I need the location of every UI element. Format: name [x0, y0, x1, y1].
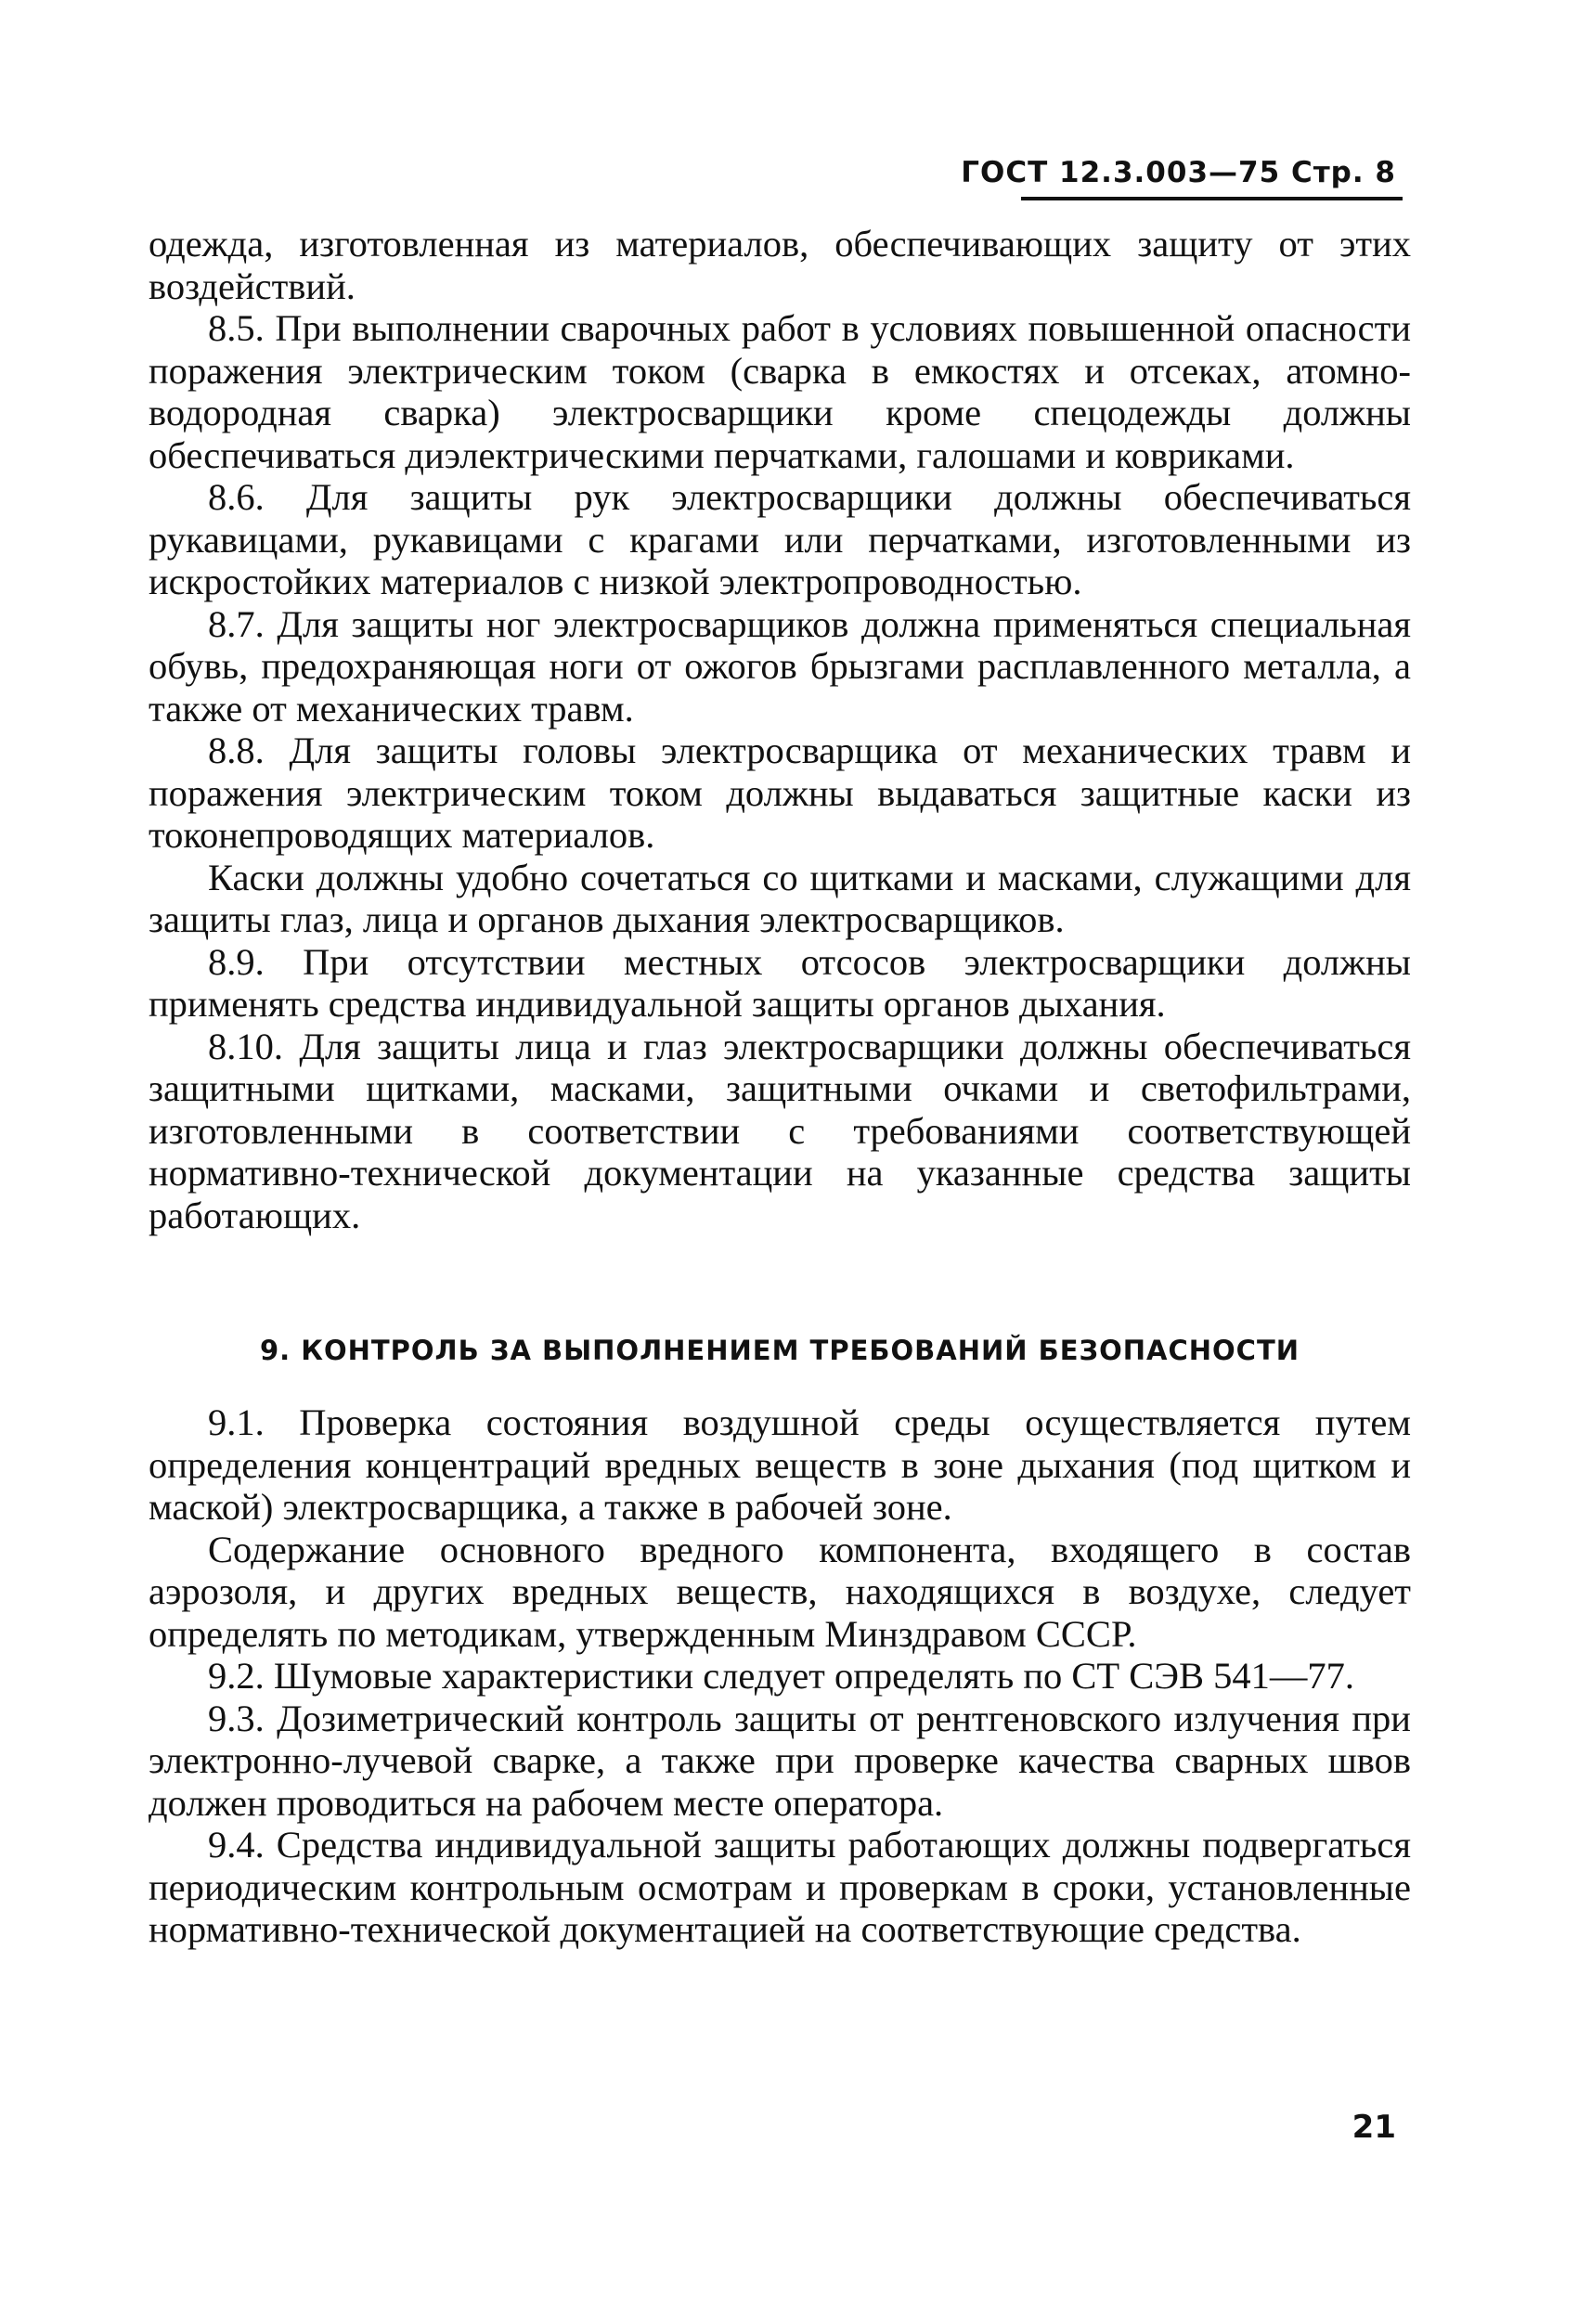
section-8-continued	[149, 223, 1411, 1236]
paragraph-8-6: 8.6. Для защиты рук электросварщики должны обеспечиваться рукавицами, рукавицами с крагами или перчатками, изготовленными из искростойких материалов с низкой электропроводностью.	[149, 476, 1411, 602]
paragraph-8-8-helmets: Каски должны удобно сочетаться со щитками и масками, служащими для защиты глаз, лица и органов дыхания электросварщиков.	[149, 856, 1411, 940]
paragraph-8-8: 8.8. Для защиты головы электросварщика от механических травм и поражения электрическим током должны выдаваться защитные каски из токонепроводящих материалов.	[149, 729, 1411, 856]
paragraph-8-10: 8.10. Для защиты лица и глаз электросварщики должны обеспечиваться защитными щитками, масками, защитными очками и светофильтрами, изготовленными в соответствии с требованиями соответствующей нормативно-технической документации на указанные средства защиты работающих.	[149, 1025, 1411, 1236]
paragraph-8-7: 8.7. Для защиты ног электросварщиков должна применяться специальная обувь, предохраняющая ноги от ожогов брызгами расплавленного металла, а также от механических травм.	[149, 602, 1411, 729]
running-header: ГОСТ 12.3.003—75 Стр. 8	[961, 156, 1396, 189]
paragraph-9-1-content: Содержание основного вредного компонента, входящего в состав аэрозоля, и других вредных веществ, находящихся в воздухе, следует определять по методикам, утвержденным Минздравом СССР.	[149, 1528, 1411, 1655]
paragraph-9-4: 9.4. Средства индивидуальной защиты работающих должны подвергаться периодическим контрольным осмотрам и проверкам в сроки, установленные нормативно-технической документацией на соответствующие средства.	[149, 1824, 1411, 1950]
paragraph-9-1: 9.1. Проверка состояния воздушной среды осуществляется путем определения концентраций вредных веществ в зоне дыхания (под щитком и маской) электросварщика, а также в рабочей зоне.	[149, 1401, 1411, 1528]
paragraph-8-9: 8.9. При отсутствии местных отсосов электросварщики должны применять средства индивидуальной защиты органов дыхания.	[149, 940, 1411, 1025]
section-9	[149, 1401, 1411, 1951]
header-rule	[1021, 197, 1403, 200]
paragraph-8-5: 8.5. При выполнении сварочных работ в условиях повышенной опасности поражения электрическим током (сварка в емкостях и отсеках, атомно-водородная сварка) электросварщики кроме спецодежды должны обеспечиваться диэлектрическими перчатками, галошами и ковриками.	[149, 307, 1411, 476]
paragraph-9-3: 9.3. Дозиметрический контроль защиты от рентгеновского излучения при электронно-лучевой сварке, а также при проверке качества сварных швов должен проводиться на рабочем месте оператора.	[149, 1697, 1411, 1824]
paragraph-continuation: одежда, изготовленная из материалов, обеспечивающих защиту от этих воздействий.	[149, 223, 1411, 307]
page-number: 21	[1352, 2109, 1396, 2146]
section-9-heading: 9. КОНТРОЛЬ ЗА ВЫПОЛНЕНИЕМ ТРЕБОВАНИЙ БЕЗОПАСНОСТИ	[259, 1335, 1300, 1366]
paragraph-9-2: 9.2. Шумовые характеристики следует определять по СТ СЭВ 541—77.	[208, 1655, 1355, 1697]
